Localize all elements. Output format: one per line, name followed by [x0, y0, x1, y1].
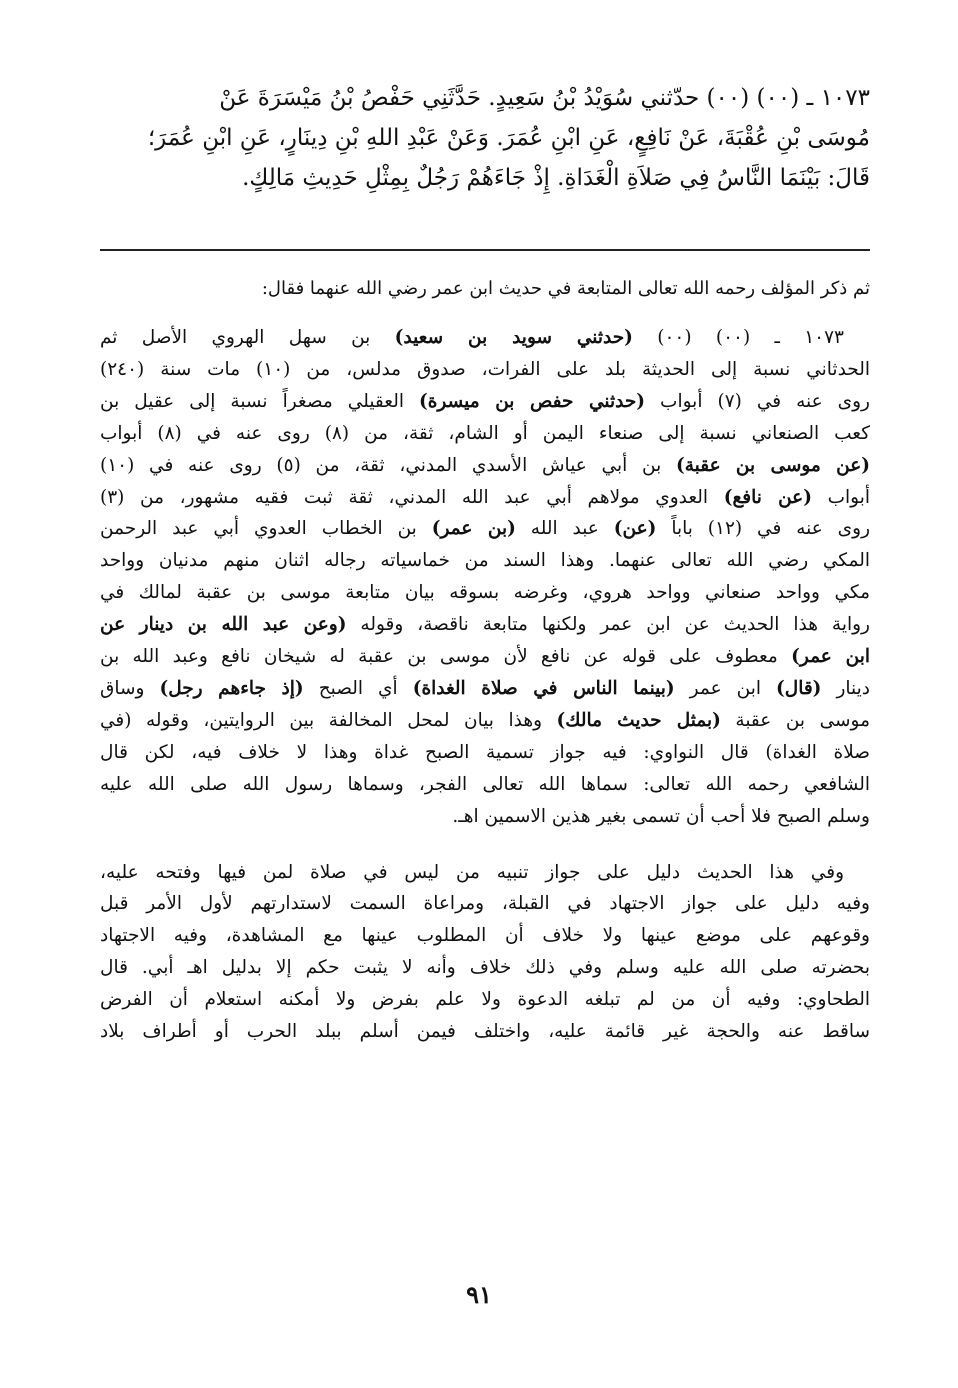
bold-phrase: ابن عمر): [791, 646, 870, 668]
commentary-text: [100, 322, 870, 1048]
commentary-line: المكي رضي الله تعالى عنهما. وهذا السند من خماسياته رجاله اثنان منهم مدنيان وواحد: [100, 550, 870, 572]
commentary-line: (عن موسى بن عقبة) بن أبي عياش الأسدي المدني، ثقة، من (٥) روى عنه في (١٠): [100, 454, 870, 476]
commentary-line: أبواب (عن نافع) العدوي مولاهم أبي عبد الله المدني، ثقة ثبت فقيه مشهور، من (٣): [100, 486, 870, 508]
hadith-line: مُوسَى بْنِ عُقْبَةَ، عَنْ نَافِعٍ، عَنِ ابْنِ عُمَرَ. وَعَنْ عَبْدِ اللهِ بْنِ دِينَارٍ، عَنِ ابْنِ عُمَرَ؛: [147, 125, 870, 151]
commentary-line: وقوعهم على موضع عينها ولا خلاف أن المطلوب عينها مع المشاهدة، وفيه الاجتهاد: [100, 925, 870, 947]
bold-phrase: (حدثني حفص بن ميسرة): [418, 390, 646, 412]
bold-phrase: (بينما الناس في صلاة الغداة): [412, 677, 675, 699]
commentary-line: ساقط عنه والحجة غير قائمة عليه، واختلف فيمن أسلم ببلد الحرب أو أطراف بلاد: [100, 1021, 870, 1043]
commentary-line: وسلم الصبح فلا أحب أن تسمى بغير هذين الاسمين اهـ.: [452, 805, 870, 827]
commentary-line: الطحاوي: وفيه أن من لم تبلغه الدعوة ولا علم بفرض ولا أمكنه استعلام أن الفرض: [100, 989, 870, 1011]
commentary-intro: ثم ذكر المؤلف رحمه الله تعالى المتابعة في حديث ابن عمر رضي الله عنهما فقال:: [261, 278, 870, 299]
bold-phrase: (عن نافع): [723, 486, 812, 508]
commentary-line: مكي وواحد صنعاني وواحد هروي، وغرضه بسوقه بيان متابعة موسى بن عقبة لمالك في: [100, 582, 870, 604]
page-number: ٩١: [466, 1280, 492, 1309]
bold-phrase: (بمثل حديث مالك): [556, 709, 721, 731]
commentary-paragraph-1: [100, 322, 870, 833]
commentary-line: روى عنه في (١٢) باباً (عن) عبد الله (بن عمر) بن الخطاب العدوي أبي عبد الرحمن: [100, 518, 870, 540]
bold-phrase: (عن): [613, 518, 657, 540]
footnote-separator: [100, 249, 870, 251]
bold-phrase: (إذ جاءهم رجل): [159, 677, 304, 699]
commentary-line: ابن عمر) معطوف على قوله عن نافع لأن موسى بن عقبة له شيخان نافع وعبد الله بن: [100, 646, 870, 668]
bold-phrase: (قال): [776, 677, 822, 699]
commentary-line: روى عنه في (٧) أبواب (حدثني حفص بن ميسرة) العقيلي مصغراً نسبة إلى عقيل بن: [100, 390, 870, 412]
commentary-line: الحدثاني نسبة إلى الحديثة بلد على الفرات، صدوق مدلس، من (١٠) مات سنة (٢٤٠): [100, 358, 870, 380]
commentary-line: كعب الصنعاني نسبة إلى صنعاء اليمن أو الشام، ثقة، من (٨) روى عنه في (٨) أبواب: [100, 422, 870, 444]
commentary-line: وفي هذا الحديث دليل على جواز تنبيه من ليس في صلاة لمن فيها وفتحه عليه،: [100, 861, 844, 883]
commentary-line: رواية هذا الحديث عن ابن عمر ولكنها متابعة ناقصة، وقوله (وعن عبد الله بن دينار عن: [100, 614, 870, 636]
bold-phrase: (حدثني سويد بن سعيد): [394, 327, 633, 348]
bold-phrase: (وعن عبد الله بن دينار عن: [100, 614, 347, 636]
commentary-line: وفيه دليل على جواز الاجتهاد في القبلة، ومراعاة السمت لاستدارتهم لأول الأمر قبل: [100, 893, 870, 915]
commentary-line: دينار (قال) ابن عمر (بينما الناس في صلاة الغداة) أي الصبح (إذ جاءهم رجل) وساق: [100, 677, 870, 699]
bold-phrase: (عن موسى بن عقبة): [675, 454, 870, 476]
bold-phrase: (بن عمر): [431, 518, 516, 540]
paragraph-gap: [100, 833, 870, 857]
hadith-line: ١٠٧٣ ـ (٠٠) (٠٠) حدّثني سُوَيْدُ بْنُ سَعِيدٍ. حَدَّثَنِي حَفْصُ بْنُ مَيْسَرَةَ عَنْ: [219, 85, 870, 111]
hadith-text: [100, 78, 870, 198]
commentary-paragraph-2: [100, 857, 870, 1048]
commentary-line: ١٠٧٣ ـ (٠٠) (٠٠) (حدثني سويد بن سعيد) بن سهل الهروي الأصل ثم: [100, 327, 844, 348]
commentary-line: صلاة الغداة) قال النواوي: فيه جواز تسمية الصبح غداة وهذا لا خلاف فيه، لكن قال: [100, 741, 870, 763]
hadith-line: قَالَ: بَيْنَمَا النَّاسُ فِي صَلاَةِ الْغَدَاةِ. إِذْ جَاءَهُمْ رَجُلٌ بِمِثْلِ حَدِيثِ مَالِكٍ.: [242, 165, 870, 191]
commentary-line: موسى بن عقبة (بمثل حديث مالك) وهذا بيان لمحل المخالفة بين الروايتين، وقوله (في: [100, 709, 870, 731]
commentary-line: الشافعي رحمه الله تعالى: سماها الله تعالى الفجر، وسماها رسول الله صلى الله عليه: [100, 773, 870, 795]
commentary-line: بحضرته صلى الله عليه وسلم وفي ذلك خلاف وأنه لا يثبت حكم إلا بدليل اهـ أبي. قال: [100, 957, 870, 979]
